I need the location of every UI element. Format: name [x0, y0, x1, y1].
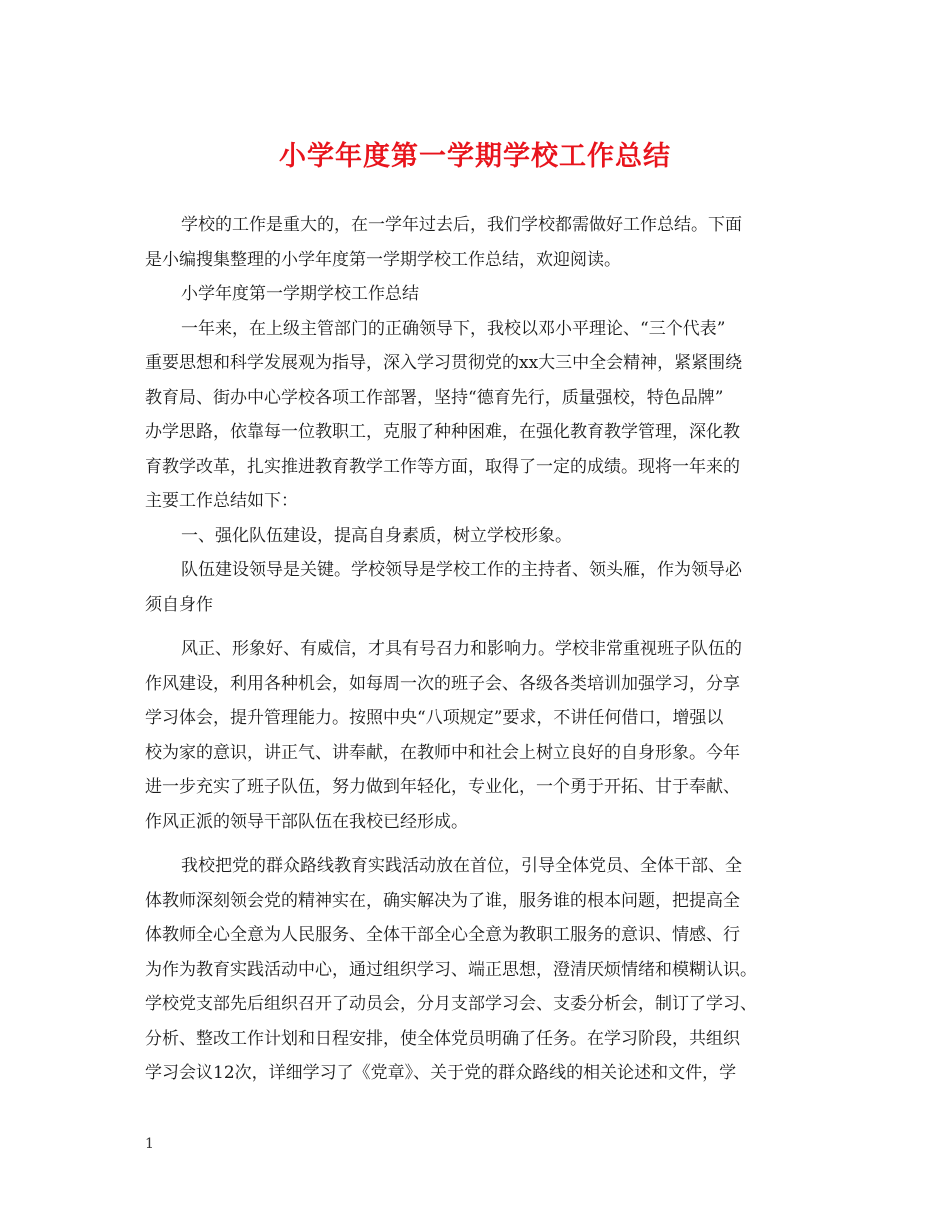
text-line: 学校党支部先后组织召开了动员会，分月支部学习会、支委分析会，制订了学习、 [145, 994, 757, 1014]
text-line: 校为家的意识，讲正气、讲奉献，在教师中和社会上树立良好的自身形象。今年 [145, 742, 740, 763]
text-line: 进一步充实了班子队伍，努力做到年轻化，专业化，一个勇于开拓、甘于奉献、 [145, 777, 740, 797]
text-line: 作风建设，利用各种机会，如每周一次的班子会、各级各类培训加强学习，分享 [145, 673, 740, 694]
text-line: 我校把党的群众路线教育实践活动放在首位，引导全体党员、全体干部、全 [181, 856, 742, 876]
paragraph-gap [145, 839, 805, 849]
text-line: 是小编搜集整理的小学年度第一学期学校工作总结，欢迎阅读。 [145, 249, 621, 270]
text-line: 体教师深刻领会党的精神实在，确实解决为了谁，服务谁的根本问题，把提高全 [145, 890, 740, 911]
text-line: 学习会议12次，详细学习了《党章》、关于党的群众路线的相关论述和文件，学 [145, 1063, 737, 1083]
text-line: 办学思路，依靠每一位教职工，克服了种种困难，在强化教育教学管理，深化教 [145, 422, 740, 442]
paragraph-gap [145, 622, 805, 632]
text-line: 教育局、街办中心学校各项工作部署，坚持“德育先行，质量强校，特色品牌” [145, 387, 724, 408]
text-line: 主要工作总结如下： [145, 491, 298, 511]
text-line: 一年来，在上级主管部门的正确领导下，我校以邓小平理论、“三个代表” [181, 318, 726, 339]
text-line: 学校的工作是重大的，在一学年过去后，我们学校都需做好工作总结。下面 [181, 215, 742, 235]
text-line: 分析、整改工作计划和日程安排，使全体党员明确了任务。在学习阶段，共组织 [145, 1028, 740, 1049]
text-line: 队伍建设领导是关键。学校领导是学校工作的主持者、领头雁，作为领导必 [181, 560, 742, 580]
text-line: 须自身作 [145, 594, 213, 615]
text-line: 为作为教育实践活动中心，通过组织学习、端正思想，澄清厌烦情绪和模糊认识。 [145, 959, 757, 980]
section-heading: 一、强化队伍建设，提高自身素质，树立学校形象。 [181, 525, 572, 546]
text-line: 学习体会，提升管理能力。按照中央“八项规定”要求，不讲任何借口，增强以 [145, 708, 724, 728]
text-line: 重要思想和科学发展观为指导，深入学习贯彻党的xx大三中全会精神，紧紧围绕 [145, 353, 743, 373]
text-line: 育教学改革，扎实推进教育教学工作等方面，取得了一定的成绩。现将一年来的 [145, 456, 740, 477]
section-heading: 小学年度第一学期学校工作总结 [181, 284, 419, 304]
text-line: 作风正派的领导干部队伍在我校已经形成。 [145, 811, 468, 832]
document-body [145, 208, 805, 1091]
text-line: 体教师全心全意为人民服务、全体干部全心全意为教职工服务的意识、情感、行 [145, 925, 740, 945]
document-title: 小学年度第一学期学校工作总结 [279, 141, 671, 172]
text-line: 风正、形象好、有威信，才具有号召力和影响力。学校非常重视班子队伍的 [181, 639, 742, 659]
page-number: 1 [145, 1136, 154, 1152]
